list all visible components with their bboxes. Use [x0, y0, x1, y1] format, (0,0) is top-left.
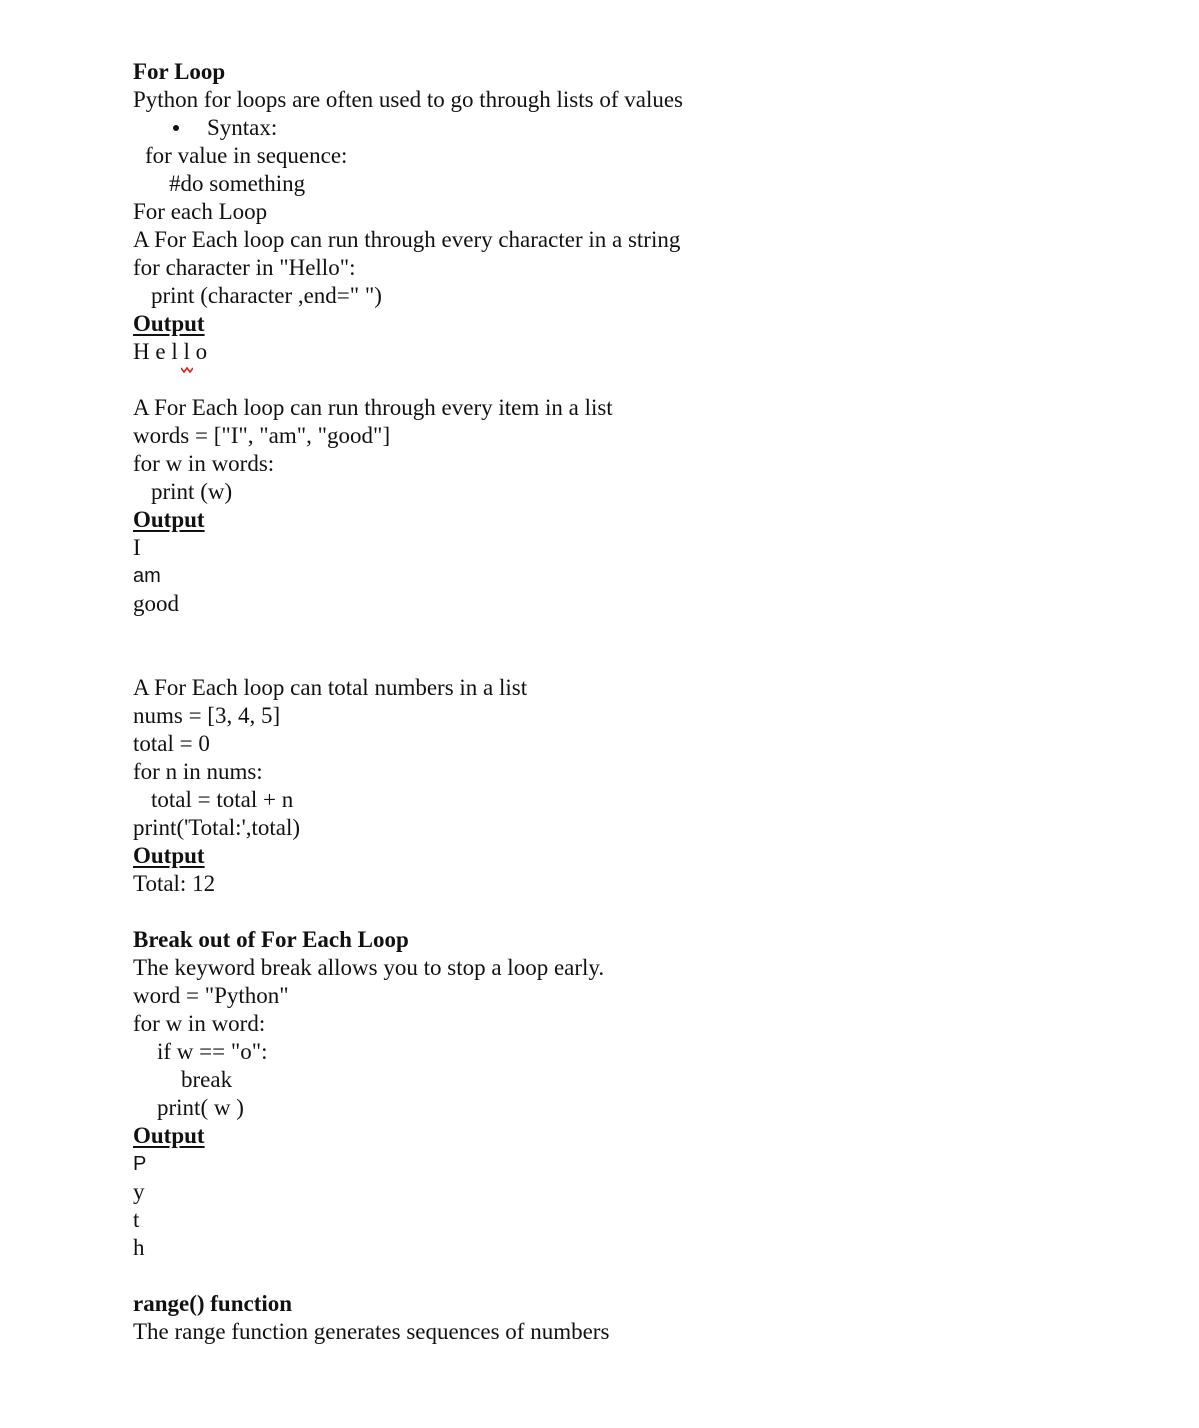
- syntax-label: Syntax:: [207, 115, 278, 140]
- code-line: nums = [3, 4, 5]: [133, 703, 281, 728]
- document-page: [133, 58, 1133, 1346]
- output-text: o: [189, 339, 208, 364]
- output-label: Output: [133, 1123, 205, 1148]
- syntax-bullet-item: [133, 114, 1133, 142]
- output-label: Output: [133, 311, 205, 336]
- syntax-code-line: for value in sequence:: [145, 143, 348, 168]
- code-line: print (w): [151, 479, 233, 504]
- for-each-total-description: A For Each loop can total numbers in a list: [133, 675, 528, 700]
- bullet-icon: [173, 125, 179, 131]
- code-line: for n in nums:: [133, 759, 263, 784]
- code-line: words = ["I", "am", "good"]: [133, 423, 391, 448]
- spellcheck-marked-word: [183, 338, 189, 366]
- for-each-string-description: A For Each loop can run through every character in a string: [133, 227, 681, 252]
- for-each-heading: For each Loop: [133, 199, 268, 224]
- output-text: l: [183, 339, 190, 364]
- output-line: P: [133, 1153, 147, 1175]
- code-line: print( w ): [157, 1095, 244, 1120]
- code-line: for w in words:: [133, 451, 275, 476]
- code-line: for character in "Hello":: [133, 255, 356, 280]
- code-line: print (character ,end=" "): [151, 283, 382, 308]
- code-line: word = "Python": [133, 983, 289, 1008]
- for-each-list-description: A For Each loop can run through every item in a list: [133, 395, 613, 420]
- for-loop-heading: For Loop: [133, 59, 226, 84]
- code-line: total = total + n: [151, 787, 294, 812]
- code-line: print('Total:',total): [133, 815, 300, 840]
- output-line: t: [133, 1207, 140, 1232]
- range-function-heading: range() function: [133, 1291, 293, 1316]
- syntax-code-line: #do something: [169, 171, 306, 196]
- output-line: [133, 338, 1133, 366]
- spellcheck-squiggle-icon: [181, 366, 193, 374]
- output-line: y: [133, 1179, 145, 1204]
- break-loop-description: The keyword break allows you to stop a loop early.: [133, 955, 605, 980]
- output-line: I: [133, 535, 141, 560]
- code-line: for w in word:: [133, 1011, 266, 1036]
- break-loop-heading: Break out of For Each Loop: [133, 927, 409, 952]
- output-line: Total: 12: [133, 871, 216, 896]
- output-line: good: [133, 591, 179, 616]
- output-line: h: [133, 1235, 145, 1260]
- for-loop-description: Python for loops are often used to go through lists of values: [133, 87, 684, 112]
- code-line: total = 0: [133, 731, 210, 756]
- output-label: Output: [133, 843, 205, 868]
- output-text: H e l: [133, 339, 184, 364]
- output-line: am: [133, 565, 161, 587]
- output-label: Output: [133, 507, 205, 532]
- range-function-description: The range function generates sequences of numbers: [133, 1319, 610, 1344]
- code-line: break: [181, 1067, 233, 1092]
- code-line: if w == "o":: [157, 1039, 268, 1064]
